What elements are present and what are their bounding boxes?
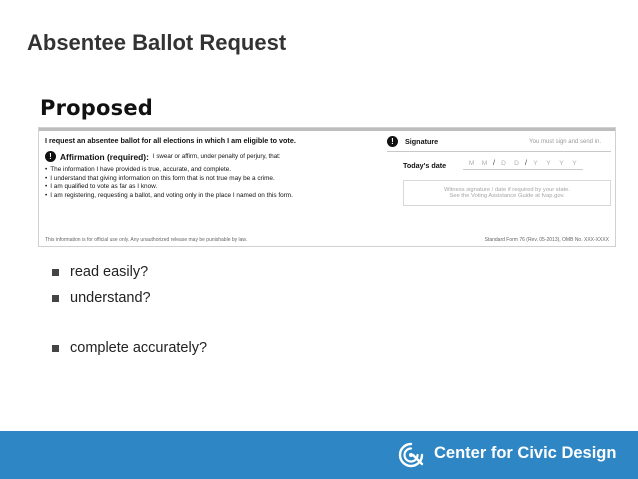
date-field	[463, 160, 583, 170]
date-row	[403, 160, 611, 170]
date-separator: /	[524, 160, 527, 167]
affirmation-bullet: • The information I have provided is true, accurate, and complete.	[45, 166, 379, 175]
affirmation-bullet: • I am qualified to vote as far as I know.	[45, 183, 379, 192]
form-footer-id: Standard Form 76 (Rev. 05-2013), OMB No. XXX-XXXX	[484, 237, 609, 243]
witness-instruction: See the Voting Assistance Guide at fvap.gov.	[449, 193, 565, 199]
affirmation-title: Affirmation (required):	[60, 151, 149, 162]
ballot-form-excerpt	[38, 127, 616, 247]
date-box-month: M	[481, 160, 488, 167]
alert-icon: !	[45, 151, 56, 162]
question-item	[70, 340, 207, 356]
date-box-month: M	[468, 160, 475, 167]
question-text: understand?	[70, 290, 151, 306]
date-separator: /	[493, 160, 495, 167]
form-footer	[45, 237, 609, 243]
signature-section	[387, 136, 611, 206]
question-text: read easily?	[70, 264, 149, 280]
date-box-year: Y	[559, 160, 564, 167]
date-box-year: Y	[572, 160, 577, 167]
alert-icon: !	[387, 136, 398, 147]
square-bullet-icon	[52, 345, 59, 352]
brand-name: Center for Civic Design	[434, 444, 617, 462]
affirmation-bullet: • I am registering, requesting a ballot, and voting only in the place I named on this form.	[45, 192, 379, 201]
witness-instruction: Witness signature / date if required by your state.	[444, 187, 570, 193]
square-bullet-icon	[52, 269, 59, 276]
footer-bar	[0, 431, 638, 479]
square-bullet-icon	[52, 295, 59, 302]
signature-row	[387, 136, 611, 152]
affirmation-bullets	[45, 166, 379, 200]
request-statement: I request an absentee ballot for all elections in which I am eligible to vote.	[45, 136, 296, 145]
signature-hint: You must sign and send in.	[529, 138, 601, 145]
question-item	[70, 290, 151, 306]
date-label: Today's date	[403, 160, 447, 170]
date-box-year: Y	[546, 160, 551, 167]
civic-design-logo-icon	[398, 442, 424, 468]
date-box-day: D	[514, 160, 519, 167]
question-text: complete accurately?	[70, 340, 208, 356]
affirmation-row	[45, 151, 379, 162]
question-item	[70, 264, 148, 280]
witness-box	[403, 180, 611, 206]
slide-title: Absentee Ballot Request	[27, 30, 287, 55]
affirmation-section	[45, 136, 379, 200]
affirmation-bullet: • I understand that giving information on this form that is not true may be a crime.	[45, 175, 379, 184]
date-box-year: Y	[533, 160, 538, 167]
form-footer-notice: This information is for official use only. Any unauthorized release may be punishable by law.	[45, 237, 248, 243]
date-box-day: D	[501, 160, 506, 167]
signature-label: Signature	[405, 137, 439, 146]
proposed-heading: Proposed	[40, 96, 154, 120]
affirmation-intro: I swear or affirm, under penalty of perjury, that:	[152, 153, 281, 160]
